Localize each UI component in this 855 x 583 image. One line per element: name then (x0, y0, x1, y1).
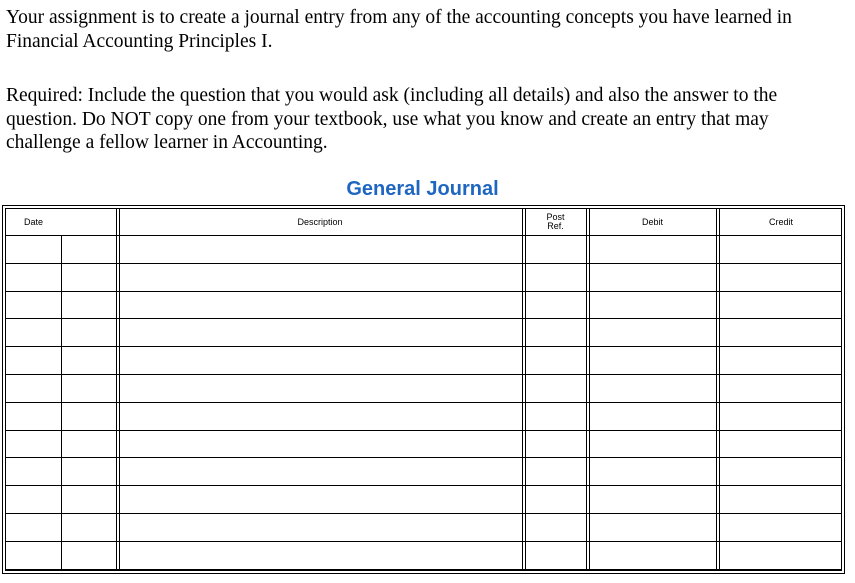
row-divider (6, 569, 841, 570)
column-header-date: Date (23, 216, 43, 227)
row-divider (6, 374, 841, 375)
post-ref-line2: Ref. (547, 221, 564, 231)
journal-title: General Journal (346, 178, 499, 200)
column-header-post-ref (524, 209, 587, 235)
row-divider (6, 346, 841, 347)
row-divider (6, 457, 841, 458)
row-divider (6, 291, 841, 292)
required-paragraph: Required: Include the question that you would ask (including all details) and also the answer to the question. Do NOT copy one from your textbook, use what you know and create an entry that may challenge a fellow learner in Accounting. (6, 85, 778, 153)
column-header-credit: Credit (768, 216, 793, 227)
row-divider (6, 263, 841, 264)
row-divider (6, 430, 841, 431)
column-header-description: Description (297, 216, 343, 227)
general-journal-table (2, 205, 845, 574)
row-divider (6, 541, 841, 542)
journal-grid (5, 208, 842, 571)
row-divider (6, 485, 841, 486)
post-ref-line1: Post (546, 212, 565, 222)
row-divider (6, 513, 841, 514)
assignment-paragraph: Your assignment is to create a journal entry from any of the accounting concepts you have learned in Financial Accounting Principles I. (6, 7, 792, 52)
row-divider (6, 402, 841, 403)
row-divider (6, 235, 841, 236)
column-header-debit: Debit (641, 216, 663, 227)
row-divider (6, 318, 841, 319)
